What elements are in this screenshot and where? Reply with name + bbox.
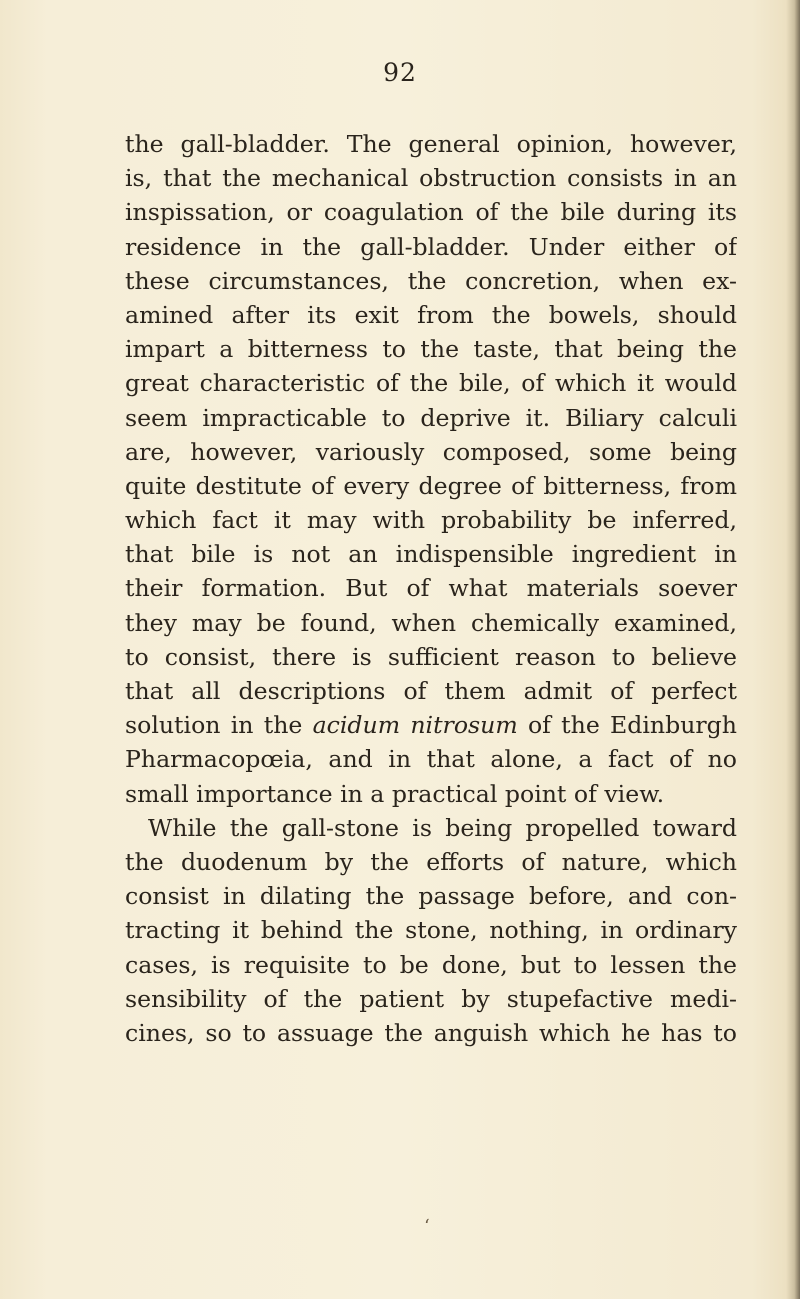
text-line: sensibility of the patient by stupefactive medi- <box>125 984 737 1013</box>
text-line-with-italic <box>125 708 737 742</box>
text-line: are, however, variously composed, some being <box>125 437 737 466</box>
text-line: seem impracticable to deprive it. Biliary calculi <box>125 403 737 432</box>
paragraph-1 <box>125 127 737 811</box>
text-line: their formation. But of what materials soever <box>125 574 737 603</box>
text-line: inspissation, or coagulation of the bile during its <box>125 198 737 227</box>
text-line: that bile is not an indispensible ingredient in <box>125 540 737 569</box>
stray-ink-mark: ‘ <box>424 1216 430 1237</box>
text-line: tracting it behind the stone, nothing, in ordinary <box>125 916 737 945</box>
text-line: Pharmacopœia, and in that alone, a fact of no <box>125 745 737 774</box>
text-line: these circumstances, the concretion, when ex- <box>125 266 737 295</box>
text-line: cines, so to assuage the anguish which he has to <box>125 1018 737 1047</box>
text-line: While the gall-stone is being propelled toward <box>148 813 737 842</box>
text-line: the gall-bladder. The general opinion, however, <box>125 130 737 158</box>
paragraph-2 <box>125 811 737 1050</box>
text-line: quite destitute of every degree of bitterness, from <box>125 471 737 500</box>
text-line: great characteristic of the bile, of which it would <box>125 369 737 398</box>
text-line: which fact it may with probability be inferred, <box>125 506 737 535</box>
text-line: impart a bitterness to the taste, that being the <box>125 335 737 364</box>
page-number: 92 <box>383 58 417 87</box>
text-line: residence in the gall-bladder. Under either of <box>125 232 737 261</box>
text-run: of the Edinburgh <box>517 711 737 740</box>
text-line: the duodenum by the efforts of nature, which <box>125 847 737 876</box>
text-line: is, that the mechanical obstruction consists in an <box>125 164 737 193</box>
page-edge-shadow <box>786 0 800 1299</box>
italic-term: acidum nitrosum <box>312 711 518 740</box>
text-line: small importance in a practical point of view. <box>125 779 665 808</box>
text-line: that all descriptions of them admit of perfect <box>125 677 737 705</box>
body-text <box>125 127 737 1050</box>
text-line: cases, is requisite to be done, but to lessen the <box>125 950 737 979</box>
text-run: solution in the <box>125 711 313 740</box>
text-line: to consist, there is sufficient reason to believe <box>125 642 737 671</box>
text-line: consist in dilating the passage before, and con- <box>125 882 737 911</box>
text-line: they may be found, when chemically examined, <box>125 608 737 637</box>
text-line: amined after its exit from the bowels, should <box>125 300 737 329</box>
